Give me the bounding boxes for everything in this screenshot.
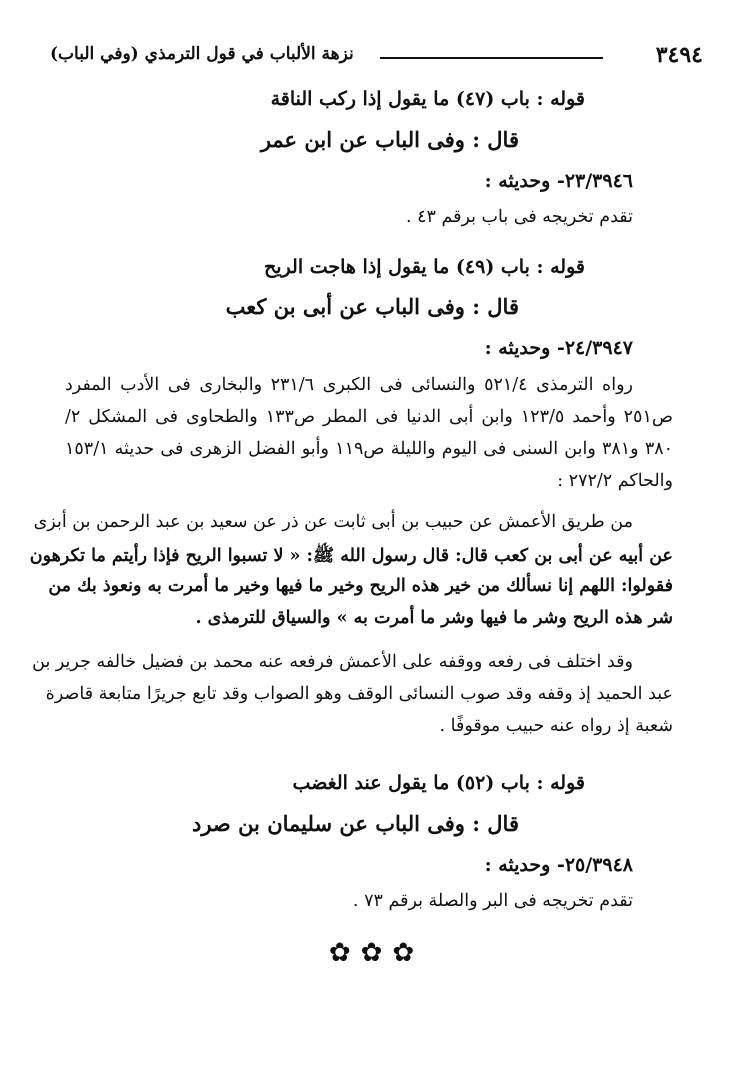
paragraph-line: عن أبيه عن أبى بن كعب قال: قال رسول الله ﷺ: « لا تسبوا الريح فإذا رأيتم ما تكرهون (29, 546, 673, 566)
hadith-number: ٢٣/٣٩٤٦- وحديثه : (484, 170, 633, 192)
qal-line: قال : وفى الباب عن سليمان بن صرد (191, 811, 519, 836)
page-header (50, 40, 703, 70)
qal-line: قال : وفى الباب عن ابن عمر (260, 127, 519, 152)
hadith-number: ٢٥/٣٩٤٨- وحديثه : (484, 854, 633, 876)
paragraph-line: ٣٨٠ و٣٨١ وابن السنى فى اليوم والليلة ص١١٩ وأبو الفضل الزهرى فى حديثه ١٥٣/١ (65, 439, 674, 459)
paragraph-line: والحاكم ٢٧٢/٢ : (557, 471, 673, 491)
qal-line: قال : وفى الباب عن أبى بن كعب (225, 294, 519, 319)
paragraph-line: عبد الحميد إذ وقفه وقد صوب النسائى الوقف وهو الصواب وقد تابع جريرًا متابعة قاصرة (45, 684, 673, 704)
hadith-number: ٢٤/٣٩٤٧- وحديثه : (484, 337, 633, 359)
chapter-heading: قوله : باب (٥٢) ما يقول عند الغضب (292, 772, 585, 794)
paragraph-line: شعبة إذ رواه عنه حبيب موقوفًا . (439, 716, 673, 736)
paragraph-line: رواه الترمذى ٥٢١/٤ والنسائى فى الكبرى ٢٣١/٦ والبخارى فى الأدب المفرد (65, 375, 633, 395)
paragraph-line: تقدم تخريجه فى باب برقم ٤٣ . (405, 207, 633, 227)
ornament-icon: ✿✿✿ (328, 938, 425, 968)
paragraph-line: تقدم تخريجه فى البر والصلة برقم ٧٣ . (352, 891, 633, 911)
paragraph-line: من طريق الأعمش عن حبيب بن أبى ثابت عن ذر عن سعيد بن عبد الرحمن بن أبزى (33, 512, 633, 532)
page-number: ٣٤٩٤ (655, 42, 703, 68)
paragraph-line: شر هذه الريح وشر ما فيها وشر ما أمرت به » والسياق للترمذى . (195, 608, 673, 628)
running-title: نزهة الألباب في قول الترمذي (وفي الباب) (50, 44, 354, 64)
header-rule (380, 57, 603, 59)
paragraph-line: فقولوا: اللهم إنا نسألك من خير هذه الريح وخير ما فيها وخير ما أمرت به ونعوذ بك من (48, 576, 673, 596)
chapter-heading: قوله : باب (٤٩) ما يقول إذا هاجت الريح (264, 256, 585, 278)
paragraph-line: ص٢٥١ وأحمد ١٢٣/٥ وابن أبى الدنيا فى المطر ص١٣٣ والطحاوى فى المشكل ٢/ (65, 407, 674, 427)
chapter-heading: قوله : باب (٤٧) ما يقول إذا ركب الناقة (270, 88, 585, 110)
paragraph-line: وقد اختلف فى رفعه ووقفه على الأعمش فرفعه عنه محمد بن فضيل خالفه جرير بن (32, 652, 633, 672)
